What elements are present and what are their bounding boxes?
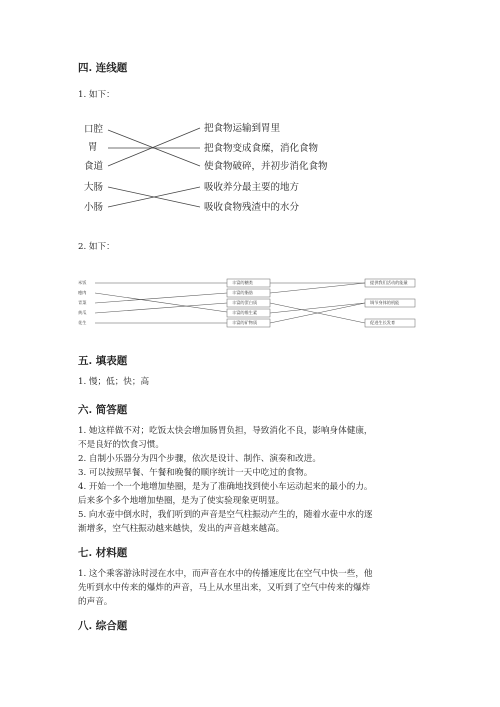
item-1-label: 1. 如下： (78, 90, 115, 100)
q2-col3-item: 调节身体的机能 (370, 300, 400, 305)
q1-left-item: 食道 (84, 161, 104, 172)
section-5-title: 五. 填表题 (78, 355, 128, 367)
q1-right-item: 使食物破碎，并初步消化食物 (204, 161, 328, 172)
q2-col3-item: 促进生长发育 (370, 320, 396, 325)
q1-left-item: 大肠 (84, 182, 104, 193)
q1-right-item: 吸收食物残渣中的水分 (204, 202, 300, 213)
q1-right-item: 把食物变成食糜，消化食物 (204, 143, 319, 154)
q2-col1-item: 黄瓜 (78, 310, 87, 315)
q1-left-item: 口腔 (84, 124, 104, 135)
answer-line: 不是良好的饮食习惯。 (78, 440, 164, 450)
q2-col2-item: 丰富的脂肪 (232, 290, 253, 295)
answer-line: 后来多个多个地增加垫圈，是为了使实验现象更明显。 (78, 496, 285, 506)
q2-col1-item: 花生 (78, 320, 87, 325)
answer-line: 1. 她这样做不对；吃饭太快会增加肠胃负担，导致消化不良，影响身体健康， (78, 426, 373, 436)
item-2-label: 2. 如下： (78, 242, 115, 252)
answer-line: 5. 向水壶中倒水时，我们听到的声音是空气柱振动产生的，随着水壶中水的逐 (78, 510, 373, 520)
q1-right-item: 吸收养分最主要的地方 (204, 182, 300, 193)
answer-line: 渐增多，空气柱振动越来越快，发出的声音越来越高。 (78, 524, 285, 534)
q1-left-item: 小肠 (84, 202, 104, 213)
section-4-title: 四. 连线题 (78, 62, 128, 74)
section-5-answer: 1. 慢；低；快；高 (78, 377, 150, 387)
answer-line: 3. 可以按照早餐、午餐和晚餐的顺序统计一天中吃过的食物。 (78, 468, 313, 478)
q2-col2-item: 丰富的维生素 (232, 310, 258, 315)
q2-line (95, 293, 227, 303)
q2-line (95, 303, 227, 313)
q2-line (270, 303, 365, 313)
answer-line: 先听到水中传来的爆炸的声音，马上从水里出来，又听到了空气中传来的爆炸 (78, 583, 371, 593)
q2-line (270, 283, 365, 293)
q2-col2-item: 丰富的矿物质 (232, 320, 258, 325)
q2-col2-item: 丰富的蛋白质 (232, 300, 258, 305)
q2-col1-item: 瘦肉 (78, 290, 87, 295)
answer-line: 4. 开始一个一个地增加垫圈，是为了准确地找到使小车运动起来的最小的力。 (78, 482, 373, 492)
q2-col2-item: 丰富的糖类 (232, 280, 253, 285)
q1-right-item: 把食物运输到胃里 (204, 123, 281, 134)
q2-col1-item: 米饭 (78, 280, 87, 285)
section-7-title: 七. 材料题 (78, 547, 128, 559)
q2-col3-item: 提供我们活动的能量 (370, 280, 408, 285)
answer-line: 1. 这个乘客游泳时浸在水中，而声音在水中的传播速度比在空气中快一些，他 (78, 569, 373, 579)
q1-left-item: 胃 (88, 142, 98, 153)
q2-col1-item: 青菜 (78, 300, 87, 305)
section-8-title: 八. 综合题 (78, 620, 128, 632)
answer-line: 2. 自制小乐器分为四个步骤，依次是设计、制作、演奏和改进。 (78, 454, 321, 464)
q2-line (95, 293, 227, 312)
section-6-title: 六. 简答题 (78, 404, 128, 416)
answer-line: 的声音。 (78, 597, 113, 607)
